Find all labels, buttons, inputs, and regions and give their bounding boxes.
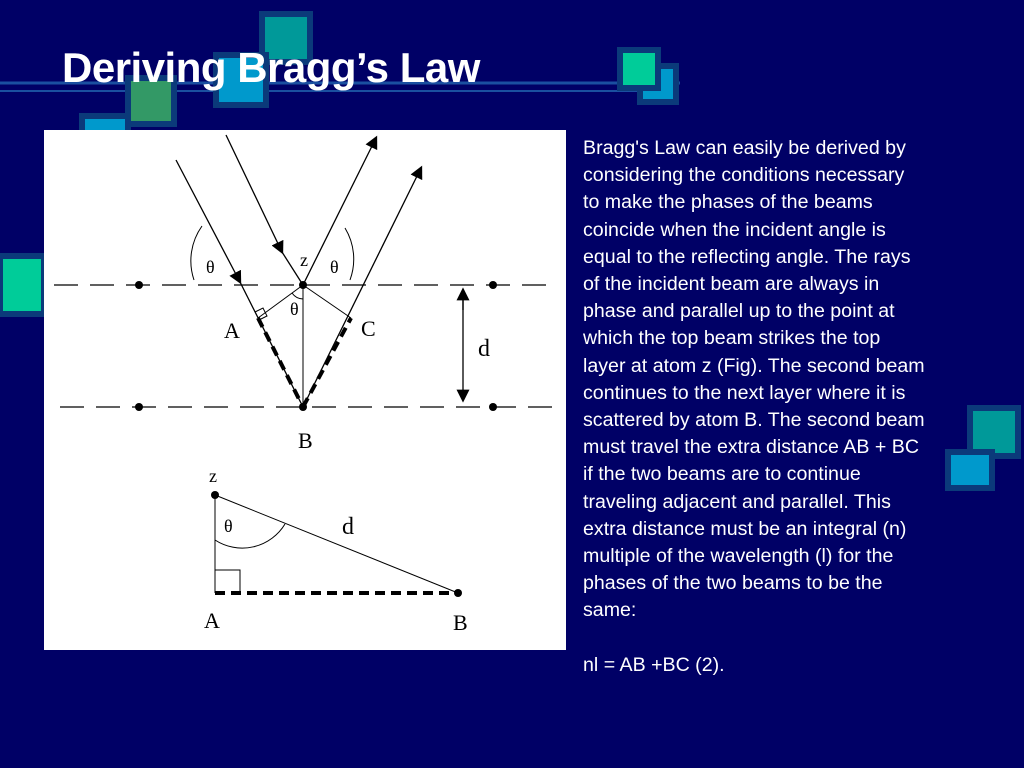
- atom-top-left: [135, 281, 143, 289]
- triangle-hyp-zB: [215, 495, 458, 593]
- triangle-right-angle: [215, 570, 240, 593]
- label-C-top: C: [361, 316, 376, 341]
- label-A-top: A: [224, 318, 240, 343]
- label-z-bottom: z: [209, 466, 217, 486]
- label-A-bottom: A: [204, 608, 220, 633]
- bragg-diagram-svg: [44, 130, 566, 650]
- theta-arc-left: [191, 226, 202, 280]
- reflected-ray-1: [303, 138, 376, 285]
- deco-square-7: [0, 256, 44, 314]
- atom-bottom-left: [135, 403, 143, 411]
- label-z-top: z: [300, 250, 308, 270]
- body-text: [583, 135, 983, 679]
- label-theta-right: θ: [330, 257, 339, 277]
- label-theta-bottom: θ: [224, 516, 233, 536]
- body-paragraph: Bragg's Law can easily be derived by considering the conditions necessary to make the phases of the beams coincide when the incident angle is equal to the reflecting angle. The rays of the incident beam are always in phase and parallel up to the point at which the top beam strikes the top layer at atom z (Fig). The second beam continues to the next layer where it is scattered by atom B. The second beam must travel the extra distance AB + BC if the two beams are to continue traveling adjacent and parallel. This extra distance must be an integral (n) multiple of the wavelength (l) for the phases of the two beams to be the same:: [583, 137, 925, 622]
- deco-square-6: [620, 50, 658, 88]
- label-d-bottom: d: [342, 514, 354, 540]
- line-zC: [303, 285, 351, 318]
- theta-arc-right: [345, 228, 354, 280]
- incident-ray-2: [226, 135, 282, 252]
- bragg-equation: nl = AB +BC (2).: [583, 653, 725, 676]
- atom-bottom-right: [489, 403, 497, 411]
- slide-title: Deriving Bragg’s Law: [62, 44, 480, 91]
- label-theta-mid: θ: [290, 299, 299, 319]
- label-B-bottom: B: [453, 610, 468, 635]
- label-d-top: d: [478, 336, 490, 362]
- atom-top-right: [489, 281, 497, 289]
- bragg-diagram: [44, 130, 566, 650]
- label-theta-left: θ: [206, 257, 215, 277]
- label-B-top: B: [298, 428, 313, 453]
